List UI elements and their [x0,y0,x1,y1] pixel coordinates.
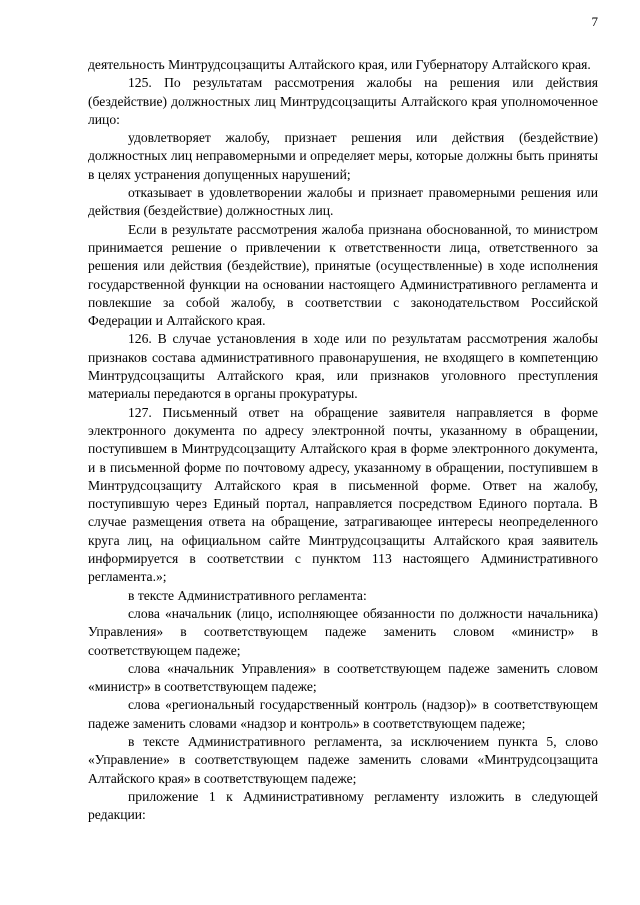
paragraph-126: 126. В случае установления в ходе или по результатам рассмотрения жалобы признаков состава административного правонарушения, не входящего в компетенцию Минтрудсоцзащиты Алтайского края, или признаков уголовного преступления материалы передаются в органы прокуратуры. [88,331,598,402]
page-number: 7 [591,14,598,29]
paragraph-127: 127. Письменный ответ на обращение заявителя направляется в форме электронного документа по адресу электронной почты, указанному в обращении, поступившем в Минтрудсоцзащиту Алтайского края в форме электронного документа, и в письменной форме по почтовому адресу, указанному в обращении, поступившем в Минтрудсоцзащиту Алтайского края в письменной форме. Ответ на жалобу, поступившую через Единый портал, направляется посредством Единого портала. В случае размещения ответа на обращение, затрагивающее интересы неопределенного круга лиц, на официальном сайте Минтрудсоцзащиты Алтайского края заявитель информируется в соответствии с пунктом 113 настоящего Административного регламента.»; [88,404,598,585]
paragraph-words-control: слова «региональный государственный контроль (надзор)» в соответствующем падеже заменить словами «надзор и контроль» в соответствующем падеже; [88,697,598,731]
paragraph-words-head-acting: слова «начальник (лицо, исполняющее обязанности по должности начальника) Управления» в соответствующем падеже заменить словом «министр» в соответствующем падеже; [88,605,598,658]
paragraph-words-department: в тексте Административного регламента, за исключением пункта 5, слово «Управление» в соответствующем падеже заменить словами «Минтрудсоцзащита Алтайского края» в соответствующем падеже; [88,733,598,786]
paragraph-continuation: деятельность Минтрудсоцзащиты Алтайского края, или Губернатору Алтайского края. [88,57,591,72]
paragraph-satisfy-complaint: удовлетворяет жалобу, признает решения или действия (бездействие) должностных лиц неправомерными и определяет меры, которые должны быть приняты в целях устранения допущенных нарушений; [88,130,598,182]
paragraph-in-text: в тексте Административного регламента: [128,587,367,603]
paragraph-refuse-complaint: отказывает в удовлетворении жалобы и признает правомерными решения или действия (бездействие) должностных лиц. [88,185,598,219]
paragraph-justified-complaint: Если в результате рассмотрения жалоба признана обоснованной, то министром принимается решение о привлечении к ответственности лица, ответственного за решения или действия (бездействие), принятые (осуществленные) в ходе исполнения государственной функции на основании настоящего Административного регламента и повлекшие за собой жалобу, в соответствии с законодательством Российской Федерации и Алтайского края. [88,221,598,329]
paragraph-125: 125. По результатам рассмотрения жалобы на решения или действия (бездействие) должностных лиц Минтрудсоцзащиты Алтайского края уполномоченное лицо: [88,75,598,127]
body-text [88,56,598,824]
paragraph-appendix: приложение 1 к Административному регламенту изложить в следующей редакции: [88,788,598,823]
paragraph-words-head: слова «начальник Управления» в соответствующем падеже заменить словом «министр» в соответствующем падеже; [88,660,598,695]
